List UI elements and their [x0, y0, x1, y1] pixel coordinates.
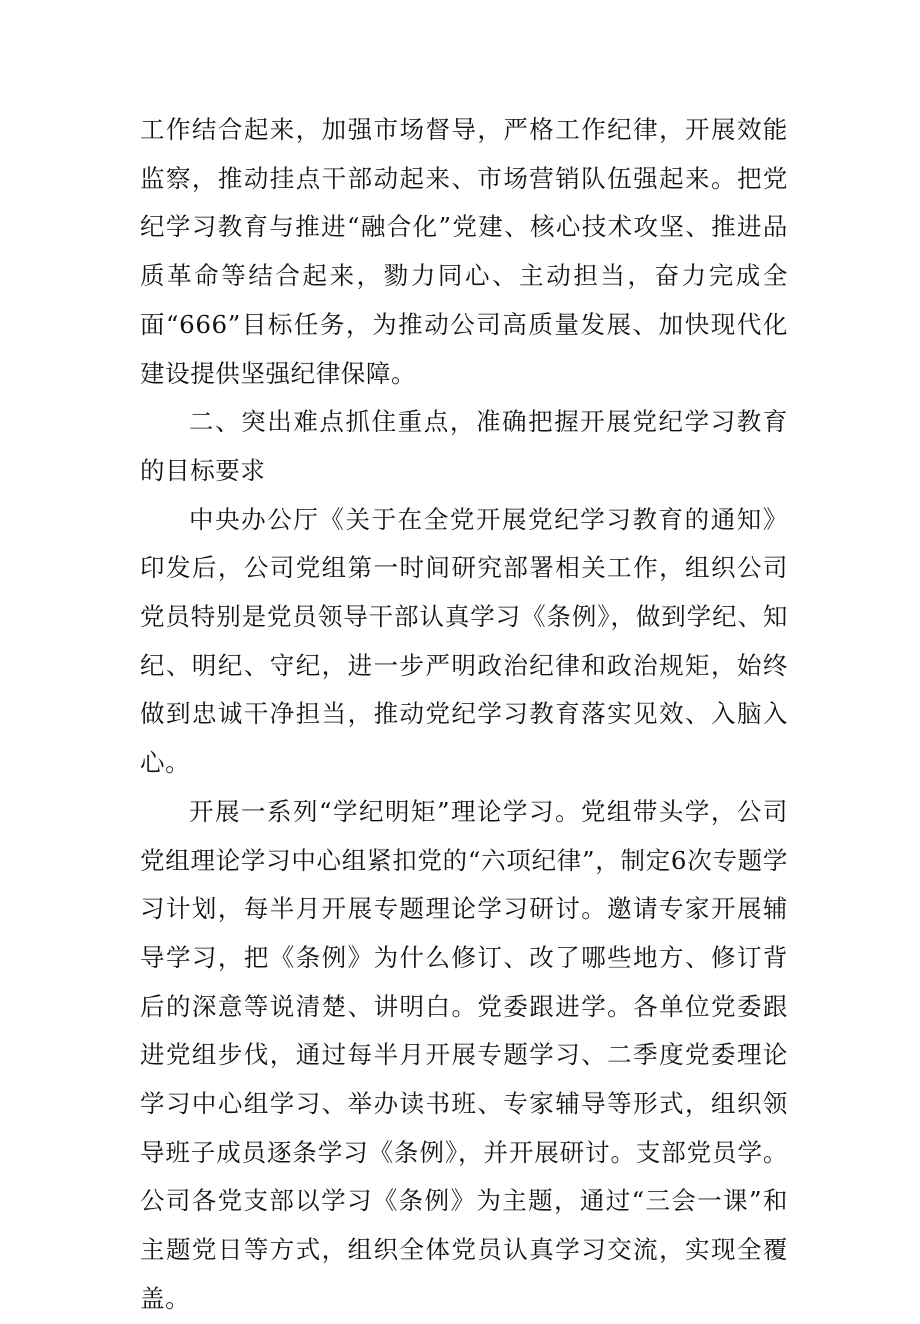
paragraph-study-series: 开展一系列“学纪明矩”理论学习。党组带头学，公司党组理论学习中心组紧扣党的“六项纪律”，制定6次专题学习计划，每半月开展专题理论学习研讨。邀请专家开展辅导学习，把《条例》为什么修订、改了哪些地方、修订背后的深意等说清楚、讲明白。党委跟进学。各单位党委跟进党组步伐，通过每半月开展专题学习、二季度党委理论学习中心组学习、举办读书班、专家辅导等形式，组织领导班子成员逐条学习《条例》，并开展研讨。支部党员学。公司各党支部以学习《条例》为主题，通过“三会一课”和主题党日等方式，组织全体党员认真学习交流，实现全覆盖。	[140, 796, 788, 1313]
paragraph-notice: 中央办公厅《关于在全党开展党纪学习教育的通知》印发后，公司党组第一时间研究部署相关工作，组织公司党员特别是党员领导干部认真学习《条例》，做到学纪、知纪、明纪、守纪，进一步严明政治纪律和政治规矩，始终做到忠诚干净担当，推动党纪学习教育落实见效、入脑入心。	[140, 504, 788, 778]
document-body	[140, 106, 788, 1324]
paragraph-continuation: 工作结合起来，加强市场督导，严格工作纪律，开展效能监察，推动挂点干部动起来、市场营销队伍强起来。把党纪学习教育与推进“融合化”党建、核心技术攻坚、推进品质革命等结合起来，勠力同心、主动担当，奋力完成全面“666”目标任务，为推动公司高质量发展、加快现代化建设提供坚强纪律保障。	[140, 115, 788, 388]
section-heading: 二、突出难点抓住重点，准确把握开展党纪学习教育的目标要求	[140, 407, 788, 485]
